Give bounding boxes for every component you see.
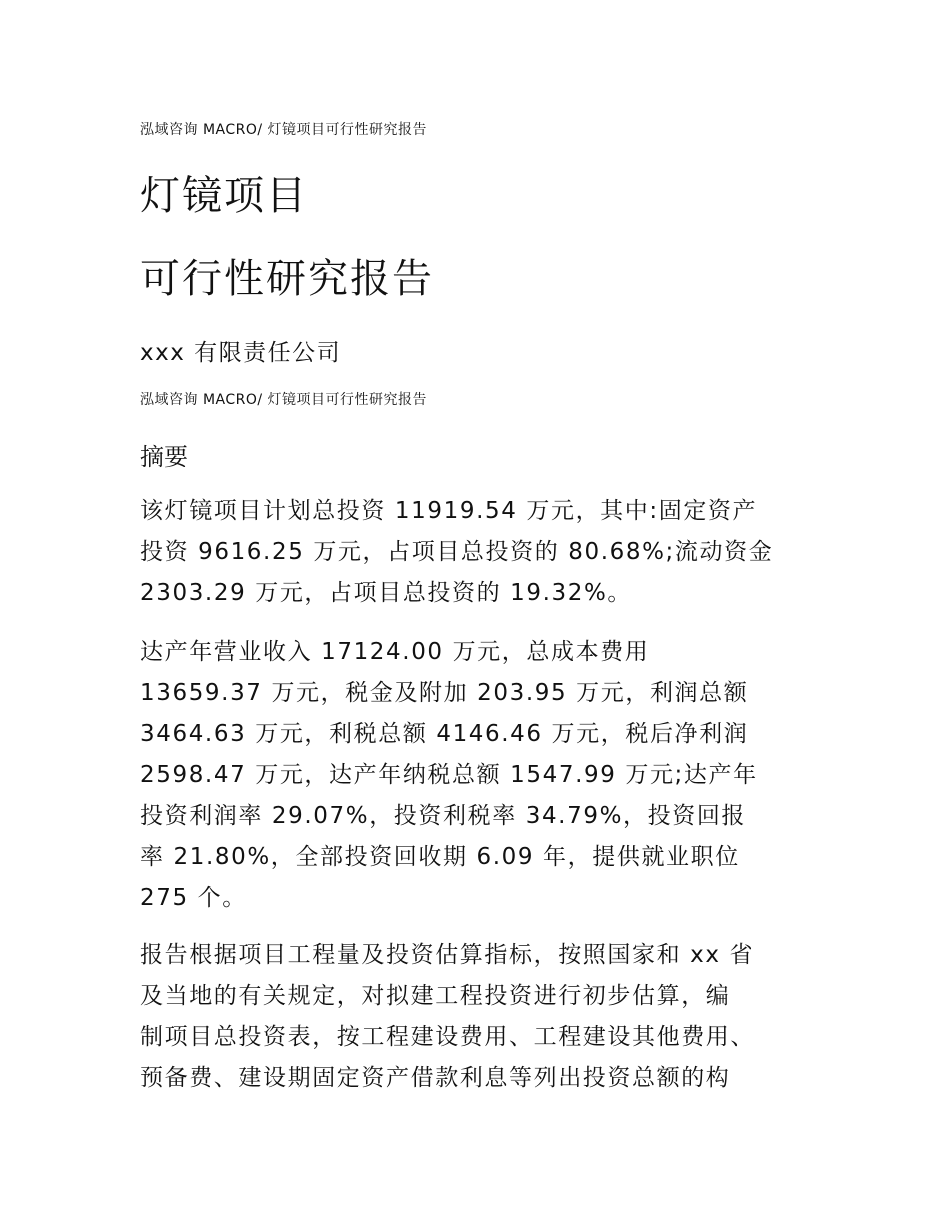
paragraph-line: 达产年营业收入 17124.00 万元，总成本费用 (140, 639, 650, 665)
abstract-paragraph-financials (140, 632, 820, 919)
paragraph-line: 3464.63 万元，利税总额 4146.46 万元，税后净利润 (140, 721, 749, 747)
running-header: 泓域咨询 MACRO/ 灯镜项目可行性研究报告 (140, 122, 428, 138)
report-title-line-2: 可行性研究报告 (140, 256, 434, 302)
paragraph-line: 预备费、建设期固定资产借款利息等列出投资总额的构 (140, 1065, 731, 1091)
paragraph-line: 2598.47 万元，达产年纳税总额 1547.99 万元;达产年 (140, 762, 758, 788)
company-name: xxx 有限责任公司 (140, 340, 342, 366)
running-header-second: 泓域咨询 MACRO/ 灯镜项目可行性研究报告 (140, 392, 428, 408)
paragraph-line: 率 21.80%，全部投资回收期 6.09 年，提供就业职位 (140, 844, 740, 870)
paragraph-line: 275 个。 (140, 885, 247, 911)
paragraph-line: 投资利润率 29.07%，投资利税率 34.79%，投资回报 (140, 803, 747, 829)
paragraph-line: 2303.29 万元，占项目总投资的 19.32%。 (140, 580, 633, 606)
paragraph-line: 投资 9616.25 万元，占项目总投资的 80.68%;流动资金 (140, 539, 774, 565)
paragraph-line: 报告根据项目工程量及投资估算指标，按照国家和 xx 省 (140, 942, 755, 968)
paragraph-line: 该灯镜项目计划总投资 11919.54 万元，其中:固定资产 (140, 498, 758, 524)
abstract-heading: 摘要 (140, 443, 188, 471)
paragraph-line: 及当地的有关规定，对拟建工程投资进行初步估算，编 (140, 983, 731, 1009)
report-title-line-1: 灯镜项目 (140, 173, 308, 219)
abstract-paragraph-estimation (140, 935, 820, 1099)
abstract-paragraph-investment (140, 491, 820, 614)
paragraph-line: 13659.37 万元，税金及附加 203.95 万元，利润总额 (140, 680, 749, 706)
paragraph-line: 制项目总投资表，按工程建设费用、工程建设其他费用、 (140, 1024, 755, 1050)
